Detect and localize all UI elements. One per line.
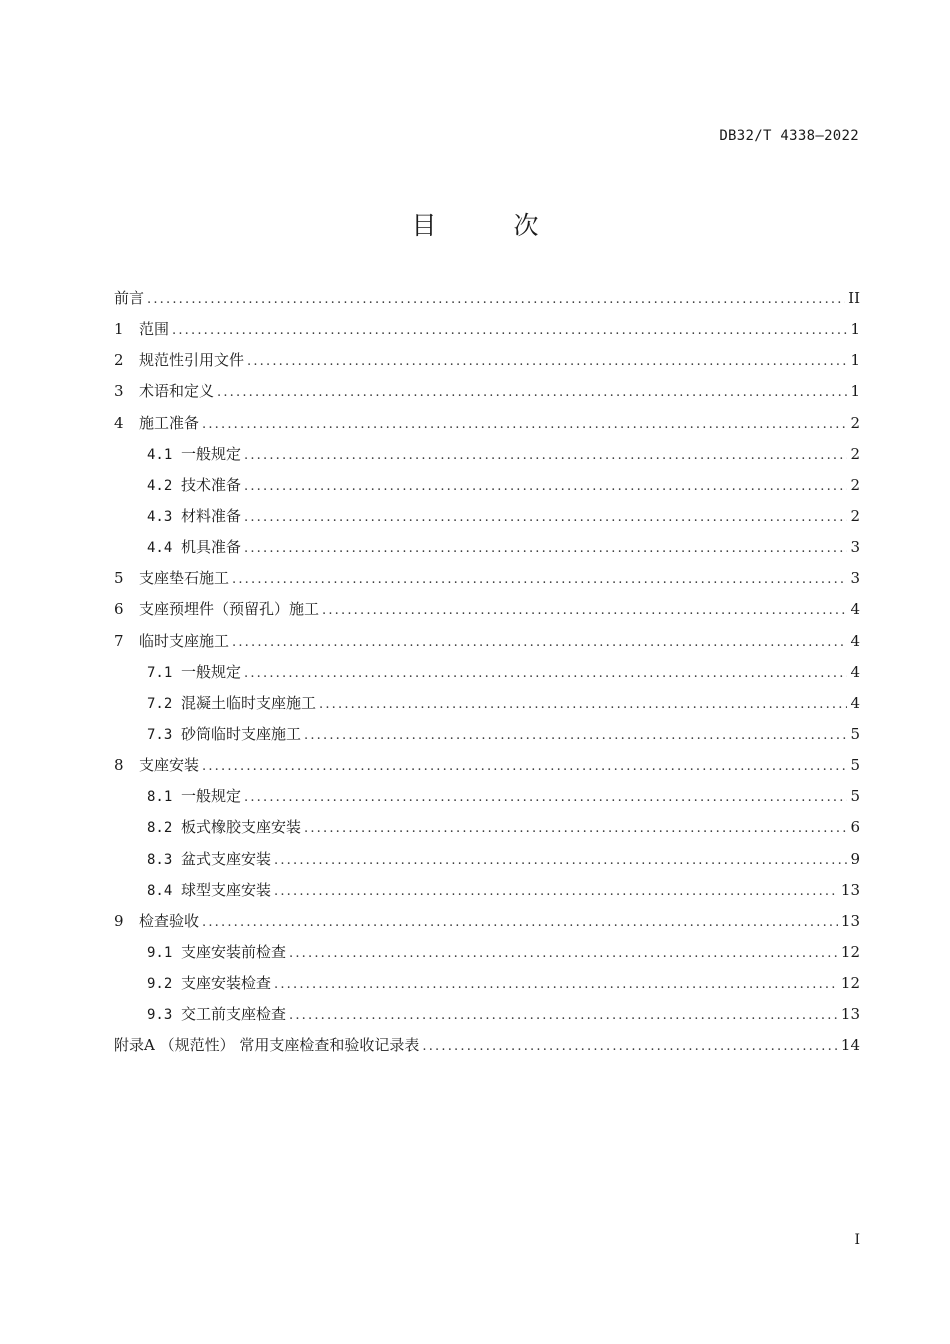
toc-entry-page: 2 <box>850 444 860 463</box>
dot-leader <box>274 881 838 903</box>
dot-leader <box>202 912 838 934</box>
dot-leader <box>274 850 847 872</box>
dot-leader <box>244 787 847 809</box>
toc-entry-number: 4.1 <box>147 446 173 463</box>
toc-entry[interactable] <box>114 941 860 972</box>
table-of-contents <box>114 287 860 1066</box>
toc-entry-page: 3 <box>850 569 860 588</box>
toc-entry-label: 前言 <box>114 289 145 307</box>
toc-entry[interactable] <box>114 349 860 380</box>
dot-leader <box>422 1036 838 1058</box>
toc-entry-label: 一般规定 <box>181 444 242 463</box>
toc-entry[interactable] <box>114 318 860 349</box>
toc-entry[interactable] <box>114 567 860 598</box>
toc-entry-label: 支座安装前检查 <box>181 942 287 961</box>
toc-entry-number: 2 <box>114 351 124 370</box>
toc-entry-title <box>114 287 144 309</box>
dot-leader <box>244 507 847 529</box>
toc-entry-label: 技术准备 <box>181 475 242 494</box>
dot-leader <box>289 1005 838 1027</box>
toc-entry-title <box>114 567 229 589</box>
toc-entry-page: II <box>848 289 860 307</box>
toc-entry-label: 板式橡胶支座安装 <box>181 818 302 837</box>
toc-entry-title <box>147 536 241 559</box>
toc-entry-number: 3 <box>114 382 124 401</box>
toc-entry-page: 5 <box>850 724 860 743</box>
toc-entry-number: 4 <box>114 413 124 432</box>
dot-leader <box>304 725 847 747</box>
toc-entry-number: 1 <box>114 320 124 339</box>
toc-entry-label: 交工前支座检查 <box>181 1005 287 1024</box>
toc-entry[interactable] <box>114 474 860 505</box>
page-title: 目 次 <box>411 211 565 240</box>
toc-entry-title <box>147 474 241 497</box>
toc-entry-page: 12 <box>840 942 860 961</box>
toc-entry-number: 9.1 <box>147 944 173 961</box>
toc-entry[interactable] <box>114 598 860 629</box>
document-code: DB32/T 4338—2022 <box>719 128 859 144</box>
toc-entry-number: 7 <box>114 631 124 650</box>
toc-entry[interactable] <box>114 754 860 785</box>
toc-entry-label: 术语和定义 <box>139 382 215 401</box>
toc-entry-page: 12 <box>840 974 860 993</box>
toc-entry-title <box>147 972 271 995</box>
toc-entry[interactable] <box>114 879 860 910</box>
toc-entry-page: 3 <box>850 538 860 557</box>
toc-entry-title <box>147 816 301 839</box>
toc-entry-page: 14 <box>840 1036 860 1055</box>
toc-entry-number: 4.2 <box>147 477 173 494</box>
toc-entry-title <box>147 1003 286 1026</box>
toc-entry-number: 5 <box>114 569 124 588</box>
toc-entry-page: 5 <box>850 756 860 775</box>
toc-entry[interactable] <box>114 785 860 816</box>
toc-entry[interactable] <box>114 816 860 847</box>
dot-leader <box>274 974 838 996</box>
toc-entry-page: 13 <box>840 911 860 930</box>
dot-leader <box>232 632 847 654</box>
toc-entry-number: 8.1 <box>147 789 173 806</box>
toc-entry[interactable] <box>114 443 860 474</box>
toc-entry-number: 8.4 <box>147 882 173 899</box>
toc-entry-number: 9.2 <box>147 976 173 993</box>
dot-leader <box>304 818 847 840</box>
toc-entry-title <box>147 848 271 871</box>
dot-leader <box>172 320 847 342</box>
toc-entry-label: 范围 <box>139 320 170 339</box>
toc-entry-title <box>114 910 199 932</box>
dot-leader <box>247 351 847 373</box>
dot-leader <box>319 694 847 716</box>
toc-entry-title <box>147 723 301 746</box>
toc-entry-title <box>147 785 241 808</box>
toc-entry[interactable] <box>114 692 860 723</box>
toc-entry-page: 13 <box>840 1005 860 1024</box>
toc-entry[interactable] <box>114 536 860 567</box>
toc-entry-page: 2 <box>850 413 860 432</box>
toc-entry-title <box>147 941 286 964</box>
toc-entry-label: 一般规定 <box>181 787 242 806</box>
dot-leader <box>202 414 847 436</box>
dot-leader <box>322 600 847 622</box>
toc-entry-label: 检查验收 <box>139 911 200 930</box>
toc-entry-title <box>147 661 241 684</box>
toc-entry-page: 13 <box>840 880 860 899</box>
toc-entry-number: 8.2 <box>147 820 173 837</box>
dot-leader <box>244 663 847 685</box>
toc-entry-title <box>114 598 319 620</box>
toc-entry-label: 附录A （规范性） 常用支座检查和验收记录表 <box>114 1036 420 1055</box>
toc-entry[interactable] <box>114 505 860 536</box>
toc-entry-page: 2 <box>850 506 860 525</box>
dot-leader <box>232 569 847 591</box>
page-number: I <box>854 1232 860 1248</box>
toc-entry-number: 9.3 <box>147 1007 173 1024</box>
toc-entry-label: 支座预埋件（预留孔）施工 <box>139 600 320 619</box>
toc-entry[interactable] <box>114 380 860 411</box>
toc-entry[interactable] <box>114 723 860 754</box>
toc-entry-number: 4.3 <box>147 508 173 525</box>
toc-entry-label: 支座安装 <box>139 756 200 775</box>
toc-entry-number: 4.4 <box>147 540 173 557</box>
toc-entry-page: 2 <box>850 475 860 494</box>
toc-entry-number: 9 <box>114 911 124 930</box>
toc-entry[interactable] <box>114 412 860 443</box>
toc-entry[interactable] <box>114 1003 860 1034</box>
toc-entry-page: 4 <box>850 693 860 712</box>
dot-leader <box>147 289 845 311</box>
toc-entry-label: 砂筒临时支座施工 <box>181 724 302 743</box>
toc-entry-page: 1 <box>850 351 860 370</box>
toc-entry-title <box>114 349 244 371</box>
toc-entry-page: 1 <box>850 382 860 401</box>
toc-entry-page: 1 <box>850 320 860 339</box>
toc-entry[interactable] <box>114 848 860 879</box>
toc-entry-label: 机具准备 <box>181 538 242 557</box>
toc-entry-title <box>114 630 229 652</box>
toc-entry[interactable] <box>114 287 860 318</box>
toc-entry-page: 6 <box>850 818 860 837</box>
toc-entry[interactable] <box>114 1034 860 1065</box>
toc-entry-label: 规范性引用文件 <box>139 351 245 370</box>
toc-entry-number: 8 <box>114 756 124 775</box>
toc-entry[interactable] <box>114 661 860 692</box>
toc-entry-number: 6 <box>114 600 124 619</box>
dot-leader <box>217 382 847 404</box>
toc-entry-title <box>147 505 241 528</box>
toc-entry-page: 4 <box>850 662 860 681</box>
toc-entry[interactable] <box>114 630 860 661</box>
toc-entry-title <box>114 318 169 340</box>
toc-entry-page: 4 <box>850 600 860 619</box>
toc-entry[interactable] <box>114 910 860 941</box>
toc-entry-label: 施工准备 <box>139 413 200 432</box>
toc-entry-label: 盆式支座安装 <box>181 849 272 868</box>
toc-entry-number: 7.1 <box>147 664 173 681</box>
toc-entry-label: 支座垫石施工 <box>139 569 230 588</box>
toc-entry-title <box>147 692 316 715</box>
toc-entry-title <box>147 443 241 466</box>
toc-entry-label: 材料准备 <box>181 506 242 525</box>
dot-leader <box>244 445 847 467</box>
toc-entry-number: 7.2 <box>147 695 173 712</box>
dot-leader <box>289 943 838 965</box>
toc-entry-page: 4 <box>850 631 860 650</box>
toc-entry-title <box>114 1034 419 1056</box>
toc-entry-title <box>147 879 271 902</box>
toc-entry-number: 8.3 <box>147 851 173 868</box>
toc-entry-label: 混凝土临时支座施工 <box>181 693 317 712</box>
toc-entry-page: 9 <box>850 849 860 868</box>
toc-entry[interactable] <box>114 972 860 1003</box>
toc-entry-label: 临时支座施工 <box>139 631 230 650</box>
dot-leader <box>244 538 847 560</box>
dot-leader <box>244 476 847 498</box>
toc-entry-number: 7.3 <box>147 726 173 743</box>
toc-entry-title <box>114 754 199 776</box>
toc-entry-title <box>114 412 199 434</box>
toc-entry-page: 5 <box>850 787 860 806</box>
toc-entry-title <box>114 380 214 402</box>
toc-entry-label: 一般规定 <box>181 662 242 681</box>
toc-entry-label: 球型支座安装 <box>181 880 272 899</box>
dot-leader <box>202 756 847 778</box>
toc-entry-label: 支座安装检查 <box>181 974 272 993</box>
